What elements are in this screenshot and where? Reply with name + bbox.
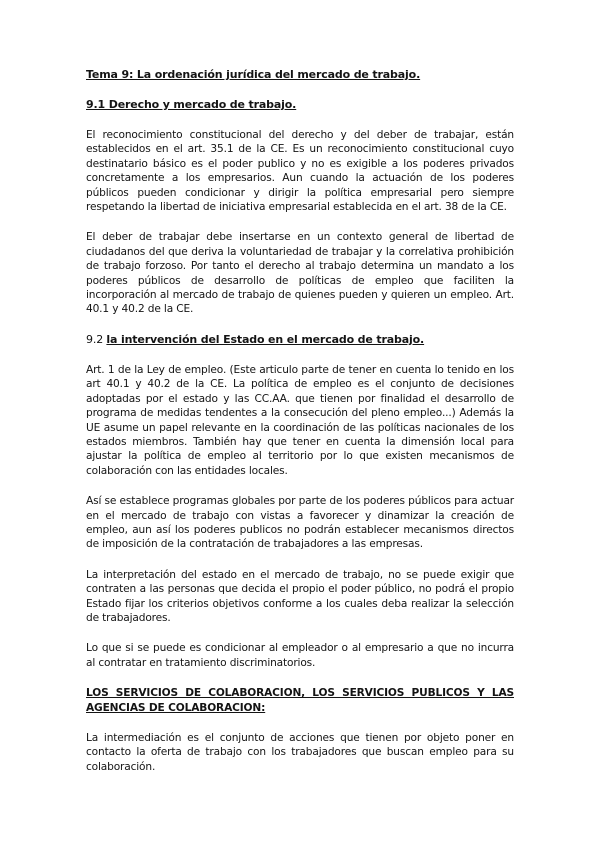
section-2-title: la intervención del Estado en el mercado de trabajo. [106, 332, 425, 346]
section-2-heading [86, 333, 514, 347]
document-title: Tema 9: La ordenación jurídica del mercado de trabajo. [86, 68, 421, 81]
paragraph: Lo que si se puede es condicionar al empleador o al empresario a que no incurra al contratar en tratamiento discriminatorios. [86, 642, 514, 669]
paragraph: La intermediación es el conjunto de acciones que tienen por objeto poner en contacto la oferta de trabajo con los trabajadores que buscan empleo para su colaboración. [86, 732, 514, 773]
document-body [86, 68, 514, 790]
paragraph: Art. 1 de la Ley de empleo. (Este articulo parte de tener en cuenta lo tenido en los art 40.1 y 40.2 de la CE. La política de empleo es el conjunto de decisiones adoptadas por el estado y las CC.AA. que tienen por finalidad el desarrollo de programa de medidas tendentes a la consecución del pleno empleo...) Además la UE asume un papel relevante en la coordinación de las políticas nacionales de los estados miembros. También hay que tener en cuenta la dimensión local para ajustar la política de empleo al territorio por lo que existen mecanismos de colaboración con las entidades locales. [86, 363, 514, 477]
section-1-heading: 9.1 Derecho y mercado de trabajo. [86, 98, 297, 111]
paragraph: La interpretación del estado en el mercado de trabajo, no se puede exigir que contraten a las personas que decida el propio el poder público, no podrá el propio Estado fijar los criterios objetivos conforme a los cuales deba realizar la selección de trabajadores. [86, 568, 514, 624]
section-2-number: 9.2 [86, 332, 104, 346]
paragraph: Así se establece programas globales por parte de los poderes públicos para actuar en el mercado de trabajo con vistas a favorecer y dinamizar la creación de empleo, aun así los poderes publicos no podrán establecer mecanismos directos de imposición de la contratación de trabajadores a las empresas. [86, 495, 514, 551]
paragraph: El deber de trabajar debe insertarse en un contexto general de libertad de ciudadanos del que deriva la voluntariedad de trabajar y la correlativa prohibición de trabajo forzoso. Por tanto el derecho al trabajo determina un mandato a los poderes públicos de desarrollo de políticas de empleo que faciliten la incorporación al mercado de trabajo de quienes pueden y quieren un empleo. Art. 40.1 y 40.2 de la CE. [86, 231, 514, 316]
section-3-heading: LOS SERVICIOS DE COLABORACION, LOS SERVICIOS PUBLICOS Y LAS AGENCIAS DE COLABORACION: [86, 687, 514, 714]
paragraph: El reconocimiento constitucional del derecho y del deber de trabajar, están establecidos en el art. 35.1 de la CE. Es un reconocimiento constitucional cuyo destinatario básico es el poder publico y no es exigible a los poderes privados concretamente a los empresarios. Aun cuando la actuación de los poderes públicos pueden condicionar y dirigir la política empresarial pero siempre respetando la libertad de iniciativa empresarial establecida en el art. 38 de la CE. [86, 129, 514, 214]
